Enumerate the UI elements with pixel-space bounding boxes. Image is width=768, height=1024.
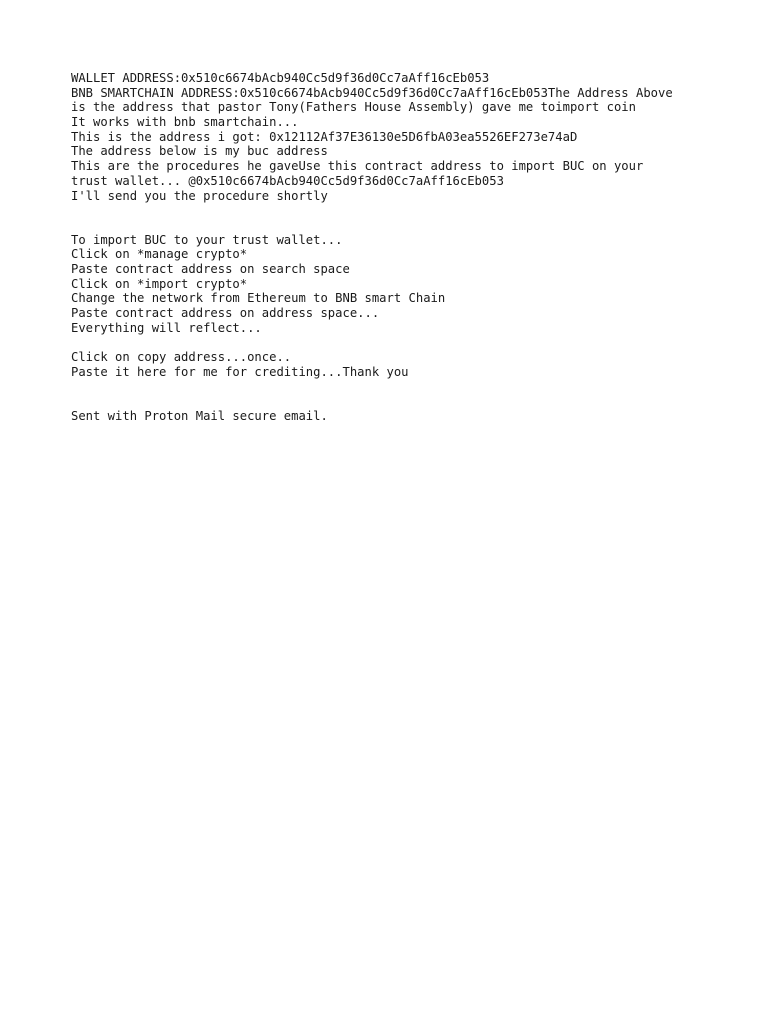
spacer	[71, 335, 711, 350]
procedure-step: Everything will reflect...	[71, 320, 262, 335]
wallet-address-line: WALLET ADDRESS:0x510c6674bAcb940Cc5d9f36d0Cc7aAff16cEb053	[71, 71, 490, 85]
closing-paragraph	[71, 350, 711, 379]
pastor-address-line: is the address that pastor Tony(Fathers House Assembly) gave me toimport coin	[71, 100, 636, 115]
bnb-smartchain-address-line: BNB SMARTCHAIN ADDRESS:0x510c6674bAcb940Cc5d9f36d0Cc7aAff16cEb053The Address Above	[71, 85, 673, 100]
email-signature: Sent with Proton Mail secure email.	[71, 408, 328, 423]
send-procedure-line: I'll send you the procedure shortly	[71, 188, 328, 203]
procedure-step: Click on *import crypto*	[71, 276, 248, 291]
buc-address-intro-line: The address below is my buc address	[71, 144, 328, 159]
contract-address-line: trust wallet... @0x510c6674bAcb940Cc5d9f36d0Cc7aAff16cEb053	[71, 173, 504, 188]
procedure-paragraph	[71, 233, 711, 336]
procedure-step: Paste contract address on address space...	[71, 306, 380, 321]
spacer	[71, 379, 711, 408]
procedures-line: This are the procedures he gaveUse this contract address to import BUC on your	[71, 159, 644, 174]
received-address-line: This is the address i got: 0x12112Af37E36130e5D6fbA03ea5526EF273e74aD	[71, 129, 578, 144]
procedure-step: To import BUC to your trust wallet...	[71, 232, 343, 247]
procedure-step: Change the network from Ethereum to BNB smart Chain	[71, 291, 446, 306]
closing-line: Click on copy address...once..	[71, 350, 292, 365]
spacer	[71, 203, 711, 232]
procedure-step: Click on *manage crypto*	[71, 247, 248, 262]
procedure-step: Paste contract address on search space	[71, 261, 350, 276]
closing-line: Paste it here for me for crediting...Thank you	[71, 364, 409, 379]
bnb-compat-line: It works with bnb smartchain...	[71, 115, 299, 130]
email-body	[71, 71, 711, 424]
intro-paragraph	[71, 71, 711, 203]
